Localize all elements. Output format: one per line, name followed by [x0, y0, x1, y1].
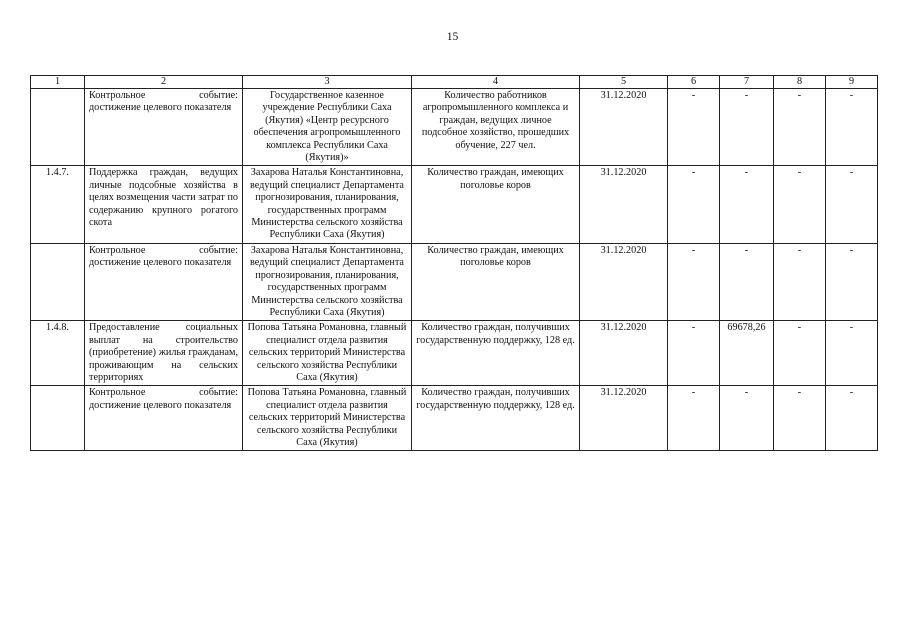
value-col-6: - — [668, 243, 720, 320]
indicator: Количество граждан, получивших государственную поддержку, 128 ед. — [412, 386, 580, 451]
responsible: Государственное казенное учреждение Республики Саха (Якутия) «Центр ресурсного обеспечения агропромышленного комплекса Республики Саха (Якутия)» — [243, 89, 412, 166]
value-col-7: - — [720, 89, 774, 166]
responsible: Захарова Наталья Константиновна, ведущий специалист Департамента прогнозирования, планирования, государственных программ Министерства сельского хозяйства Республики Саха (Якутия) — [243, 166, 412, 243]
value-col-9: - — [826, 321, 878, 386]
column-header: 9 — [826, 76, 878, 89]
table-row — [31, 89, 878, 166]
value-col-7: - — [720, 386, 774, 451]
table-row — [31, 321, 878, 386]
indicator: Количество граждан, получивших государственную поддержку, 128 ед. — [412, 321, 580, 386]
row-number — [31, 386, 85, 451]
value-col-6: - — [668, 166, 720, 243]
row-number: 1.4.8. — [31, 321, 85, 386]
value-col-9: - — [826, 243, 878, 320]
deadline: 31.12.2020 — [580, 89, 668, 166]
value-col-8: - — [774, 386, 826, 451]
deadline: 31.12.2020 — [580, 166, 668, 243]
row-number — [31, 243, 85, 320]
value-col-9: - — [826, 386, 878, 451]
value-col-9: - — [826, 166, 878, 243]
deadline: 31.12.2020 — [580, 243, 668, 320]
indicator: Количество работников агропромышленного комплекса и граждан, ведущих личное подсобное хозяйство, прошедших обучение, 227 чел. — [412, 89, 580, 166]
table-header-row — [31, 76, 878, 89]
value-col-8: - — [774, 321, 826, 386]
column-header: 3 — [243, 76, 412, 89]
value-col-7: 69678,26 — [720, 321, 774, 386]
row-number: 1.4.7. — [31, 166, 85, 243]
table-row — [31, 386, 878, 451]
column-header: 7 — [720, 76, 774, 89]
row-number — [31, 89, 85, 166]
event-name: Поддержка граждан, ведущих личные подсобные хозяйства в целях возмещения части затрат по содержанию крупного рогатого скота — [85, 166, 243, 243]
page-number: 15 — [446, 31, 459, 43]
table-row — [31, 243, 878, 320]
event-name: Контрольное событие: достижение целевого показателя — [85, 243, 243, 320]
responsible: Захарова Наталья Константиновна, ведущий специалист Департамента прогнозирования, планирования, государственных программ Министерства сельского хозяйства Республики Саха (Якутия) — [243, 243, 412, 320]
value-col-8: - — [774, 243, 826, 320]
value-col-6: - — [668, 386, 720, 451]
column-header: 2 — [85, 76, 243, 89]
deadline: 31.12.2020 — [580, 321, 668, 386]
event-name: Контрольное событие: достижение целевого показателя — [85, 89, 243, 166]
event-name: Контрольное событие: достижение целевого показателя — [85, 386, 243, 451]
value-col-7: - — [720, 243, 774, 320]
plan-table — [30, 75, 878, 451]
column-header: 4 — [412, 76, 580, 89]
deadline: 31.12.2020 — [580, 386, 668, 451]
table-row — [31, 166, 878, 243]
value-col-8: - — [774, 166, 826, 243]
column-header: 6 — [668, 76, 720, 89]
responsible: Попова Татьяна Романовна, главный специалист отдела развития сельских территорий Министерства сельского хозяйства Республики Саха (Якутия) — [243, 321, 412, 386]
event-name: Предоставление социальных выплат на строительство (приобретение) жилья гражданам, проживающим на сельских территориях — [85, 321, 243, 386]
value-col-8: - — [774, 89, 826, 166]
indicator: Количество граждан, имеющих поголовье коров — [412, 243, 580, 320]
column-header: 1 — [31, 76, 85, 89]
value-col-6: - — [668, 89, 720, 166]
column-header: 8 — [774, 76, 826, 89]
indicator: Количество граждан, имеющих поголовье коров — [412, 166, 580, 243]
column-header: 5 — [580, 76, 668, 89]
value-col-6: - — [668, 321, 720, 386]
value-col-7: - — [720, 166, 774, 243]
responsible: Попова Татьяна Романовна, главный специалист отдела развития сельских территорий Министерства сельского хозяйства Республики Саха (Якутия) — [243, 386, 412, 451]
value-col-9: - — [826, 89, 878, 166]
